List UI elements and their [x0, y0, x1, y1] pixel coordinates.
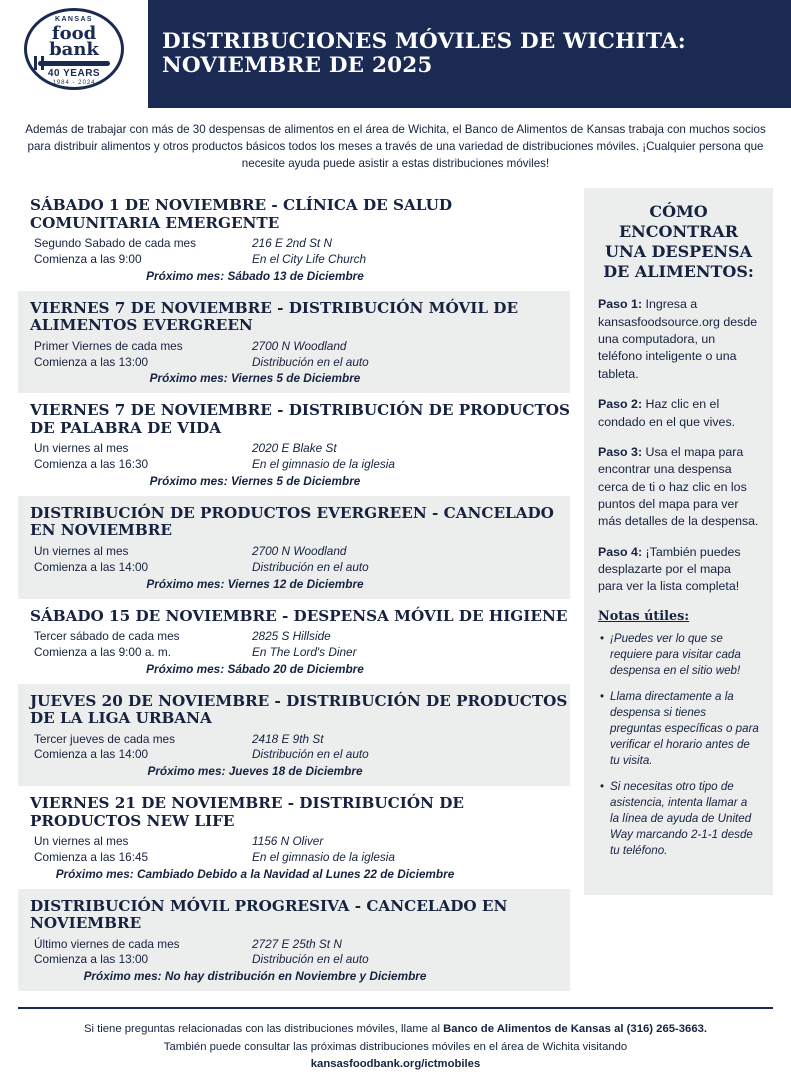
step-text: ¡También puedes desplazarte por el mapa para ver la lista completa! [598, 544, 741, 594]
event-place [252, 937, 570, 969]
event-item [18, 291, 570, 394]
logo-kansas-text: KANSAS [55, 16, 93, 23]
logo-bank-text: bank [49, 39, 99, 60]
event-title: JUEVES 20 DE NOVIEMBRE - DISTRIBUCIÓN DE PRODUCTOS DE LA LIGA URBANA [30, 691, 568, 728]
panel-title: CÓMO ENCONTRAR UNA DESPENSA DE ALIMENTOS: [603, 202, 754, 282]
event-time: Comienza a las 14:00 [34, 559, 149, 574]
event-location: Distribución en el auto [252, 354, 369, 369]
event-address: 2825 S Hillside [252, 628, 331, 643]
event-address: 2700 N Woodland [252, 338, 347, 353]
event-schedule [34, 339, 252, 371]
event-item [18, 889, 570, 992]
event-frequency: Primer Viernes de cada mes [34, 338, 183, 353]
event-schedule [34, 937, 252, 969]
event-place [252, 629, 570, 661]
event-location: En el gimnasio de la iglesia [252, 849, 395, 864]
event-title: VIERNES 7 DE NOVIEMBRE - DISTRIBUCIÓN DE PRODUCTOS DE PALABRA DE VIDA [30, 401, 570, 437]
event-item [18, 599, 570, 684]
event-time: Comienza a las 9:00 a. m. [34, 644, 172, 659]
panel-step [598, 444, 759, 531]
panel-step [598, 296, 759, 383]
step-text: Haz clic en el condado en el que vives. [598, 397, 736, 429]
event-location: Distribución en el auto [252, 559, 369, 574]
logo-dates-text: 1984 - 2024 [52, 80, 96, 86]
intro-paragraph: Además de trabajar con más de 30 despensas de alimentos en el área de Wichita, el Banco de Alimentos de Kansas trabaja con muchos socios para distribuir alimentos y otros productos básicos todos los meses a través de una variedad de distribuciones móviles. ¡Cualquier persona que necesite ayuda puede asistir a estas distribuciones móviles! [25, 123, 766, 170]
event-details [18, 339, 570, 371]
event-address: 2020 E Blake St [252, 441, 337, 456]
event-time: Comienza a las 14:00 [34, 747, 149, 762]
event-item [18, 684, 570, 787]
event-details [18, 732, 570, 764]
event-details [18, 937, 570, 969]
event-time: Comienza a las 16:30 [34, 457, 149, 472]
event-place [252, 834, 570, 866]
note-item: • Si necesitas otro tipo de asistencia, intenta llamar a la línea de ayuda de United Way marcando 2-1-1 desde tu teléfono. [598, 779, 759, 859]
event-place [252, 339, 570, 371]
event-frequency: Un viernes al mes [34, 834, 129, 849]
event-next-month: Próximo mes: Viernes 5 de Diciembre [149, 473, 361, 488]
event-frequency: Un viernes al mes [34, 543, 129, 558]
event-place [252, 441, 570, 473]
event-address: 216 E 2nd St N [252, 236, 333, 251]
event-time: Comienza a las 13:00 [34, 354, 149, 369]
event-location: En The Lord's Diner [252, 644, 357, 659]
panel-step [598, 396, 759, 431]
event-address: 2727 E 25th St N [252, 936, 342, 951]
panel-body [584, 188, 773, 895]
step-label: Paso 3: [598, 444, 643, 459]
event-item [18, 496, 570, 599]
footer-contact-prefix: Si tiene preguntas relacionadas con las distribuciones móviles, llame al [83, 1023, 444, 1036]
event-next-month: Próximo mes: Cambiado Debido a la Navidad al Lunes 22 de Diciembre [55, 866, 455, 881]
event-item [18, 786, 570, 889]
event-details [18, 441, 570, 473]
event-item [18, 188, 570, 291]
event-next-month: Próximo mes: Viernes 12 de Diciembre [146, 576, 364, 591]
event-schedule [34, 732, 252, 764]
event-address: 2418 E 9th St [252, 731, 324, 746]
event-next-month: Próximo mes: Viernes 5 de Diciembre [149, 371, 361, 386]
logo-container [0, 0, 148, 108]
kansas-food-bank-logo-icon [16, 6, 132, 102]
event-location: Distribución en el auto [252, 952, 369, 967]
event-place [252, 236, 570, 268]
event-details [18, 236, 570, 268]
how-to-find-panel [584, 188, 773, 991]
event-place [252, 544, 570, 576]
event-title: VIERNES 7 DE NOVIEMBRE - DISTRIBUCIÓN MÓVIL DE ALIMENTOS EVERGREEN [30, 298, 519, 335]
event-title: DISTRIBUCIÓN DE PRODUCTOS EVERGREEN - CANCELADO EN NOVIEMBRE [30, 503, 554, 540]
event-time: Comienza a las 9:00 [34, 252, 142, 267]
event-address: 1156 N Oliver [252, 834, 324, 849]
step-text: Ingresa a kansasfoodsource.org desde una computadora, un teléfono inteligente o una tableta. [598, 297, 758, 381]
event-time: Comienza a las 13:00 [34, 952, 149, 967]
event-schedule [34, 441, 252, 473]
event-frequency: Tercer jueves de cada mes [34, 731, 175, 746]
step-label: Paso 2: [598, 397, 643, 412]
event-details [18, 629, 570, 661]
page-footer [0, 1009, 791, 1074]
event-title: DISTRIBUCIÓN MÓVIL PROGRESIVA - CANCELADO EN NOVIEMBRE [30, 896, 508, 933]
event-item [18, 393, 570, 496]
events-column [18, 188, 570, 991]
event-title: VIERNES 21 DE NOVIEMBRE - DISTRIBUCIÓN DE PRODUCTOS NEW LIFE [30, 794, 464, 830]
event-next-month: Próximo mes: Sábado 20 de Diciembre [146, 661, 364, 676]
note-item: • Llama directamente a la despensa si tienes preguntas específicas o para verificar el horario antes de tu visita. [598, 689, 759, 769]
event-details [18, 834, 570, 866]
step-label: Paso 4: [598, 544, 643, 559]
page-header [0, 0, 791, 108]
footer-contact-bold: Banco de Alimentos de Kansas al (316) 265-3663. [443, 1023, 708, 1036]
step-label: Paso 1: [598, 297, 643, 312]
logo-food-text: food [51, 23, 97, 44]
main-content [0, 182, 791, 991]
event-address: 2700 N Woodland [252, 543, 347, 558]
step-text: Usa el mapa para encontrar una despensa cerca de ti o haz clic en los puntos del mapa para ver más detalles de la despensa. [598, 444, 759, 529]
event-frequency: Tercer sábado de cada mes [34, 628, 180, 643]
event-location: En el City Life Church [252, 252, 367, 267]
footer-url-link[interactable]: kansasfoodbank.org/ictmobiles [310, 1058, 481, 1071]
event-schedule [34, 834, 252, 866]
event-schedule [34, 629, 252, 661]
event-title: SÁBADO 15 DE NOVIEMBRE - DESPENSA MÓVIL DE HIGIENE [30, 606, 568, 625]
panel-step [598, 544, 759, 596]
event-time: Comienza a las 16:45 [34, 849, 149, 864]
event-frequency: Segundo Sabado de cada mes [34, 236, 197, 251]
event-next-month: Próximo mes: Jueves 18 de Diciembre [147, 764, 363, 779]
event-next-month: Próximo mes: No hay distribución en Noviembre y Diciembre [83, 969, 427, 984]
event-location: Distribución en el auto [252, 747, 369, 762]
event-location: En el gimnasio de la iglesia [252, 457, 395, 472]
event-schedule [34, 236, 252, 268]
event-details [18, 544, 570, 576]
event-next-month: Próximo mes: Sábado 13 de Diciembre [146, 268, 364, 283]
event-title: SÁBADO 1 DE NOVIEMBRE - CLÍNICA DE SALUD COMUNITARIA EMERGENTE [30, 196, 453, 232]
fork-icon [38, 61, 110, 66]
event-frequency: Un viernes al mes [34, 441, 129, 456]
event-schedule [34, 544, 252, 576]
event-place [252, 732, 570, 764]
notes-title: Notas útiles: [598, 608, 690, 624]
event-frequency: Último viernes de cada mes [34, 936, 180, 951]
footer-website-line: También puede consultar las próximas distribuciones móviles en el área de Wichita visitando [163, 1040, 628, 1053]
note-item: • ¡Puedes ver lo que se requiere para visitar cada despensa en el sitio web! [598, 631, 759, 679]
page-title: DISTRIBUCIONES MÓVILES DE WICHITA: NOVIEMBRE DE 2025 [162, 29, 686, 78]
logo-years-text: 40 YEARS [47, 68, 101, 79]
